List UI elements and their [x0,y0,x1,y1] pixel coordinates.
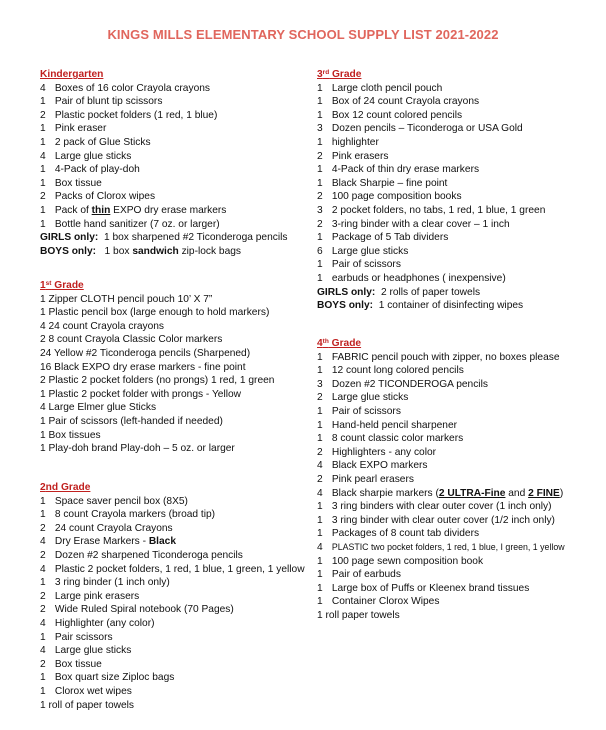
list-item: 2 Pink erasers [317,150,389,162]
list-item: 1 2 pack of Glue Sticks [40,136,151,148]
list-item: 1 Space saver pencil box (8X5) [40,495,188,507]
list-item: 4 Highlighter (any color) [40,617,155,629]
list-item: 16 Black EXPO dry erase markers - fine point [40,361,246,373]
list-item: 1 Bottle hand sanitizer (7 oz. or larger) [40,218,220,230]
list-item: 2 Highlighters - any color [317,446,437,458]
list-item: 1 8 count classic color markers [317,433,464,445]
list-item: 2 Packs of Clorox wipes [40,191,156,203]
list-item: 1 Zipper CLOTH pencil pouch 10’ X 7” [40,293,213,305]
grade1-heading: 1st Grade [40,280,84,291]
grade4-heading: 4th Grade [317,338,362,349]
grade3-section [317,68,602,313]
list-item: 1 Pair of scissors [317,405,401,417]
list-item: 1 100 page sewn composition book [317,555,484,567]
list-item: 1 Box tissues [40,429,101,441]
list-item: 1 Large cloth pencil pouch [317,82,443,94]
girls-only-line: GIRLS only: 2 rolls of paper towels [317,286,481,298]
list-item: 1 Pair of scissors [317,259,401,271]
list-item: 4 Plastic 2 pocket folders, 1 red, 1 blue, 1 green, 1 yellow [40,563,305,575]
list-item: 4 Large glue sticks [40,150,132,162]
boys-only-line: BOYS only: 1 box sandwich zip-lock bags [40,245,242,257]
list-item: 2 Plastic 2 pocket folders (no prongs) 1 red, 1 green [40,375,275,387]
list-item: 1 12 count long colored pencils [317,365,464,377]
list-item: 1 Plastic 2 pocket folder with prongs - Yellow [40,388,242,400]
list-item: 1 Pair of scissors (left-handed if needed) [40,415,223,427]
list-item: 1 3 ring binder with clear outer cover (1/2 inch only) [317,514,555,526]
list-item: 4 Black EXPO markers [317,460,428,472]
list-item: 1 highlighter [317,136,379,148]
list-item: 2 3-ring binder with a clear cover – 1 inch [317,218,510,230]
list-item: 4 Large Elmer glue Sticks [40,402,157,414]
kindergarten-heading: Kindergarten [40,69,104,80]
list-item: 3 2 pocket folders, no tabs, 1 red, 1 blue, 1 green [317,204,546,216]
list-item: 2 24 count Crayola Crayons [40,522,173,534]
list-item: 4 Boxes of 16 color Crayola crayons [40,82,210,94]
grade4-section [317,337,602,622]
boys-only-line: BOYS only: 1 container of disinfecting wipes [317,300,524,312]
list-item: 2 Box tissue [40,658,102,670]
list-item: 1 4-Pack of play-doh [40,164,140,176]
list-item: 1 4-Pack of thin dry erase markers [317,164,480,176]
grade2-section [40,481,320,712]
list-item: 1 Plastic pencil box (large enough to hold markers) [40,307,270,319]
list-item: 1 Hand-held pencil sharpener [317,419,458,431]
list-item: 1 Clorox wet wipes [40,685,132,697]
list-item: 1 Container Clorox Wipes [317,596,440,608]
page-title: KINGS MILLS ELEMENTARY SCHOOL SUPPLY LIST 2021-2022 [107,27,499,42]
list-item: 1 Box tissue [40,177,102,189]
list-item: 4 24 count Crayola crayons [40,320,165,332]
list-item: 1 Black Sharpie – fine point [317,177,448,189]
list-item: 2 8 count Crayola Classic Color markers [40,334,223,346]
list-item: 1 roll paper towels [317,609,400,621]
list-item: 1 earbuds or headphones ( inexpensive) [317,272,506,284]
list-item: 1 3 ring binder (1 inch only) [40,577,170,589]
list-item: 1 Box of 24 count Crayola crayons [317,96,480,108]
list-item: 1 Large box of Puffs or Kleenex brand tissues [317,582,530,594]
list-item: 4 Dry Erase Markers - Black [40,536,176,548]
list-item: 1 Play-doh brand Play-doh – 5 oz. or larger [40,443,235,455]
grade1-section [40,279,320,456]
list-item: 1 8 count Crayola markers (broad tip) [40,509,216,521]
list-item: 1 Packages of 8 count tab dividers [317,528,480,540]
list-item: 1 Pair scissors [40,631,113,643]
list-item: 1 Package of 5 Tab dividers [317,232,449,244]
list-item: 24 Yellow #2 Ticonderoga pencils (Sharpened) [40,347,251,359]
list-item: 1 Pair of earbuds [317,569,401,581]
list-item: 3 Dozen pencils – Ticonderoga or USA Gold [317,123,523,135]
list-item: 2 Large pink erasers [40,590,140,602]
list-item: 2 Large glue sticks [317,392,409,404]
list-item: 1 Box quart size Ziploc bags [40,672,175,684]
girls-only-line: GIRLS only: 1 box sharpened #2 Ticonderoga pencils [40,232,288,244]
list-item: 6 Large glue sticks [317,245,409,257]
list-item: 2 Dozen #2 sharpened Ticonderoga pencils [40,549,243,561]
list-item: 4 Large glue sticks [40,645,132,657]
list-item: 4 PLASTIC two pocket folders, 1 red, 1 blue, I green, 1 yellow [317,541,565,553]
list-item: 2 Plastic pocket folders (1 red, 1 blue) [40,109,218,121]
list-item: 2 100 page composition books [317,191,462,203]
list-item: 1 Pink eraser [40,123,107,135]
list-item: 1 Pair of blunt tip scissors [40,96,163,108]
list-item: 1 Box 12 count colored pencils [317,109,463,121]
list-item: 1 FABRIC pencil pouch with zipper, no boxes please [317,351,560,363]
list-item: 3 Dozen #2 TICONDEROGA pencils [317,378,488,390]
list-item: 2 Wide Ruled Spiral notebook (70 Pages) [40,604,234,616]
grade2-heading: 2nd Grade [40,482,91,493]
list-item: 1 3 ring binders with clear outer cover (1 inch only) [317,501,552,513]
kindergarten-section [40,68,320,258]
list-item: 2 Pink pearl erasers [317,473,414,485]
grade3-heading: 3rd Grade [317,69,362,80]
list-item: 1 roll of paper towels [40,699,135,711]
list-item: 1 Pack of thin EXPO dry erase markers [40,204,227,216]
list-item: 4 Black sharpie markers (2 ULTRA-Fine and 2 FINE) [317,487,564,499]
